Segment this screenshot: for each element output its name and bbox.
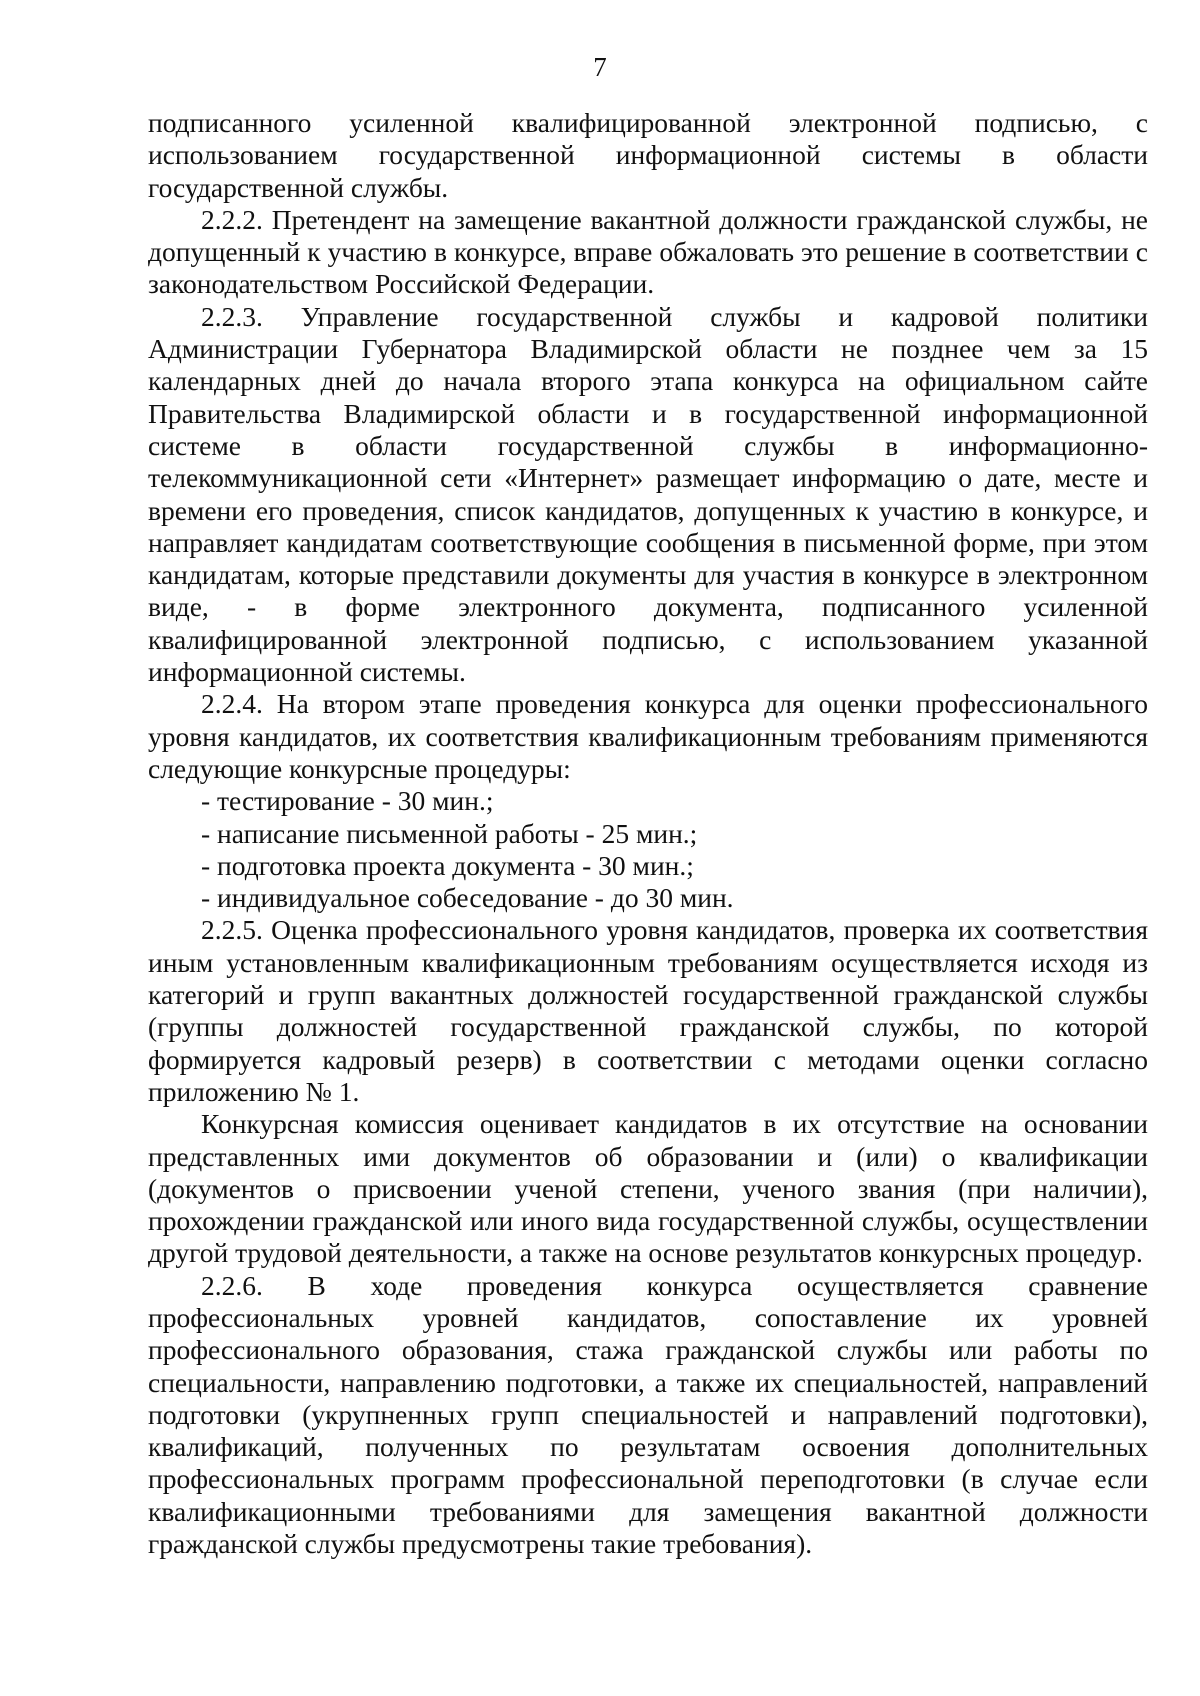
paragraph-continuation: подписанного усиленной квалифицированной электронной подписью, с использованием государственной информационной системы в области государственной службы. [148,107,1148,203]
list-item-written-work: - написание письменной работы - 25 мин.; [201,817,698,849]
list-item-draft-document: - подготовка проекта документа - 30 мин.; [201,849,694,881]
paragraph-2-2-5: 2.2.5. Оценка профессионального уровня кандидатов, проверка их соответствия иным установленным квалификационным требованиям осуществляется исходя из категорий и групп вакантных должностей государственной гражданской службы (группы должностей государственной гражданской службы, по которой формируется кадровый резерв) в соответствии с методами оценки согласно приложению № 1. [148,914,1148,1107]
list-item-testing: - тестирование - 30 мин.; [201,785,494,817]
paragraph-2-2-4: 2.2.4. На втором этапе проведения конкурса для оценки профессионального уровня кандидатов, их соответствия квалификационным требованиям применяются следующие конкурсные процедуры: [148,688,1148,784]
list-item-interview: - индивидуальное собеседование - до 30 мин. [201,882,734,914]
paragraph-2-2-6: 2.2.6. В ходе проведения конкурса осуществляется сравнение профессиональных уровней кандидатов, сопоставление их уровней профессионального образования, стажа гражданской службы или работы по специальности, направлению подготовки, а также их специальностей, направлений подготовки (укрупненных групп специальностей и направлений подготовки), квалификаций, полученных по результатам освоения дополнительных профессиональных программ профессиональной переподготовки (в случае если квалификационными требованиями для замещения вакантной должности гражданской службы предусмотрены такие требования). [148,1269,1148,1560]
paragraph-commission-evaluation: Конкурсная комиссия оценивает кандидатов в их отсутствие на основании представленных ими документов об образовании и (или) о квалификации (документов о присвоении ученой степени, ученого звания (при наличии), прохождении гражданской или иного вида государственной службы, осуществлении другой трудовой деятельности, а также на основе результатов конкурсных процедур. [148,1108,1148,1269]
paragraph-2-2-2: 2.2.2. Претендент на замещение вакантной должности гражданской службы, не допущенный к участию в конкурсе, вправе обжаловать это решение в соответствии с законодательством Российской Федерации. [148,203,1148,300]
paragraph-2-2-3: 2.2.3. Управление государственной службы и кадровой политики Администрации Губернатора Владимирской области не позднее чем за 15 календарных дней до начала второго этапа конкурса на официальном сайте Правительства Владимирской области и в государственной информационной системе в области государственной службы в информационно-телекоммуникационной сети «Интернет» размещает информацию о дате, месте и времени его проведения, список кандидатов, допущенных к участию в конкурсе, и направляет кандидатам соответствующие сообщения в письменной форме, при этом кандидатам, которые представили документы для участия в конкурсе в электронном виде, - в форме электронного документа, подписанного усиленной квалифицированной электронной подписью, с использованием указанной информационной системы. [148,300,1148,688]
page-number: 7 [593,52,607,82]
document-body [148,107,1148,1560]
